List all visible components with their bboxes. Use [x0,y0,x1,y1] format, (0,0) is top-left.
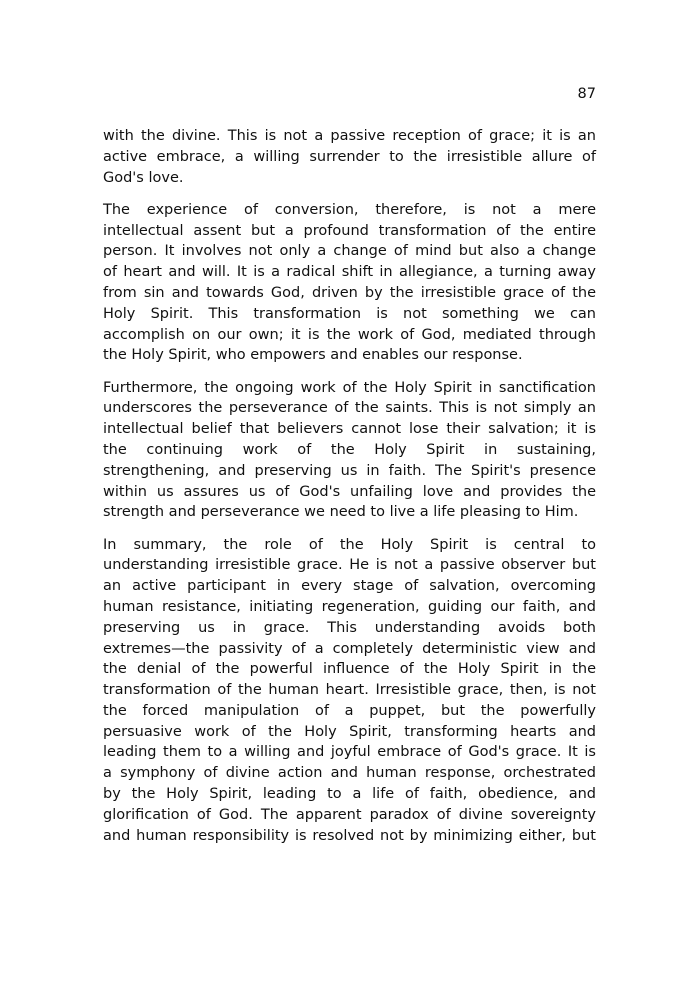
text-line: strengthening, and preserving us in faith. The Spirit's presence [103,462,596,479]
text-line: Holy Spirit. This transformation is not something we can [103,305,596,322]
body-text [103,126,596,858]
text-line: intellectual assent but a profound transformation of the entire [103,222,596,239]
text-line: active embrace, a willing surrender to the irresistible allure of [103,148,596,165]
paragraph [103,126,596,188]
text-line: strength and perseverance we need to live a life pleasing to Him. [103,504,579,521]
paragraph [103,535,596,847]
text-line: In summary, the role of the Holy Spirit is central to [103,536,596,553]
text-line: underscores the perseverance of the saints. This is not simply an [103,400,596,417]
text-line: the continuing work of the Holy Spirit in sustaining, [103,441,596,458]
paragraph [103,200,596,366]
text-line: The experience of conversion, therefore, is not a mere [103,201,596,218]
text-line: the denial of the powerful influence of the Holy Spirit in the [103,661,596,678]
text-line: God's love. [103,169,184,186]
page-number: 87 [577,86,596,102]
text-line: Furthermore, the ongoing work of the Holy Spirit in sanctification [103,379,596,396]
text-line: from sin and towards God, driven by the irresistible grace of the [103,284,596,301]
text-line: accomplish on our own; it is the work of God, mediated through [103,326,596,343]
text-line: human resistance, initiating regeneration, guiding our faith, and [103,598,596,615]
text-line: glorification of God. The apparent paradox of divine sovereignty [103,806,596,823]
text-line: within us assures us of God's unfailing love and provides the [103,483,596,500]
text-line: preserving us in grace. This understanding avoids both [103,619,596,636]
text-line: the forced manipulation of a puppet, but the powerfully [103,702,596,719]
text-line: by the Holy Spirit, leading to a life of faith, obedience, and [103,786,596,803]
text-line: understanding irresistible grace. He is not a passive observer but [103,557,596,574]
text-line: and human responsibility is resolved not by minimizing either, but [103,827,596,844]
text-line: of heart and will. It is a radical shift in allegiance, a turning away [103,264,596,281]
text-line: with the divine. This is not a passive reception of grace; it is an [103,128,596,144]
text-line: the Holy Spirit, who empowers and enables our response. [103,347,523,364]
paragraph [103,378,596,524]
text-line: leading them to a willing and joyful embrace of God's grace. It is [103,744,596,761]
text-line: transformation of the human heart. Irresistible grace, then, is not [103,682,596,699]
text-line: extremes—the passivity of a completely deterministic view and [103,640,596,657]
text-line: persuasive work of the Holy Spirit, transforming hearts and [103,723,596,740]
text-line: an active participant in every stage of salvation, overcoming [103,578,596,595]
text-line: a symphony of divine action and human response, orchestrated [103,765,596,782]
text-line: person. It involves not only a change of mind but also a change [103,243,596,260]
text-line: intellectual belief that believers cannot lose their salvation; it is [103,421,596,438]
